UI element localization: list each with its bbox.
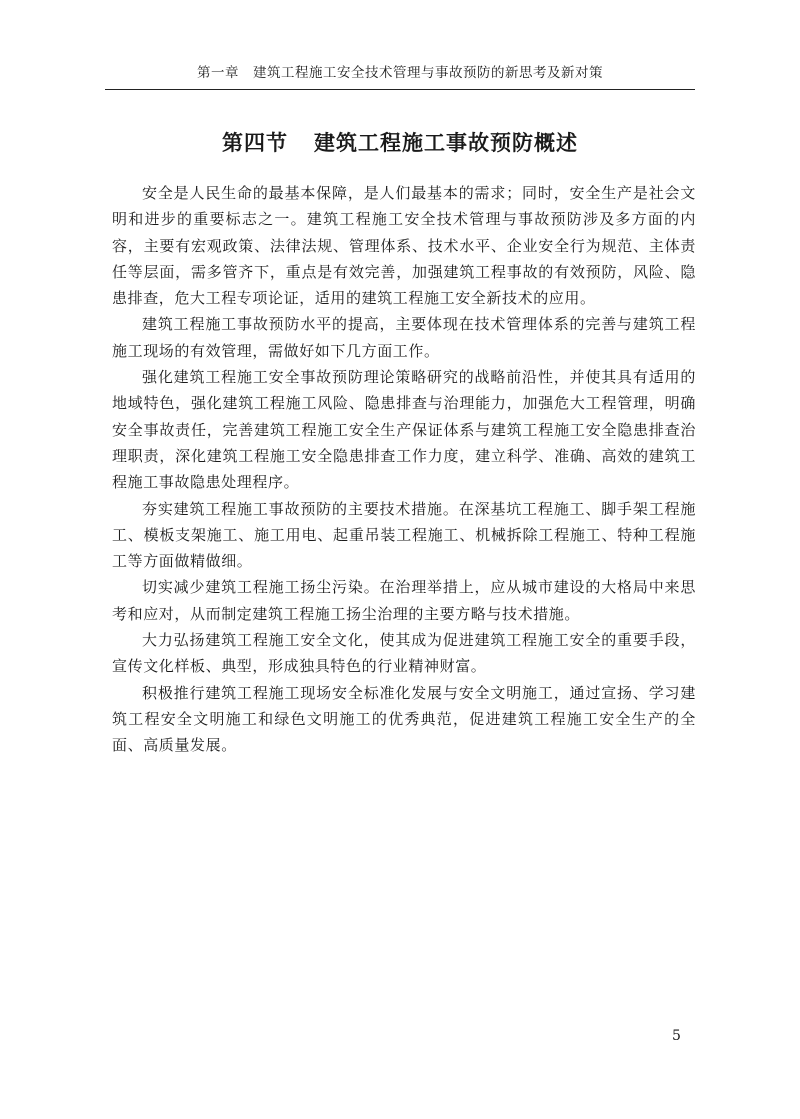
running-header: 第一章 建筑工程施工安全技术管理与事故预防的新思考及新对策 xyxy=(197,65,603,81)
paragraph: 安全是人民生命的最基本保障，是人们最基本的需求；同时，安全生产是社会文明和进步的重要标志之一。建筑工程施工安全技术管理与事故预防涉及多方面的内容，主要有宏观政策、法律法规、管理体系、技术水平、企业安全行为规范、主体责任等层面，需多管齐下，重点是有效完善，加强建筑工程事故的有效预防，风险、隐患排查，危大工程专项论证，适用的建筑工程施工安全新技术的应用。 xyxy=(112,184,696,308)
paragraph: 夯实建筑工程施工事故预防的主要技术措施。在深基坑工程施工、脚手架工程施工、模板支架施工、施工用电、起重吊装工程施工、机械拆除工程施工、特种工程施工等方面做精做细。 xyxy=(112,499,696,571)
paragraph: 切实减少建筑工程施工扬尘污染。在治理举措上，应从城市建设的大格局中来思考和应对，从而制定建筑工程施工扬尘治理的主要方略与技术措施。 xyxy=(112,578,696,623)
section-heading: 建筑工程施工事故预防概述 xyxy=(314,131,578,155)
header-rule xyxy=(105,89,695,90)
page-number: 5 xyxy=(672,1028,681,1044)
paragraph: 建筑工程施工事故预防水平的提高，主要体现在技术管理体系的完善与建筑工程施工现场的有效管理，需做好如下几方面工作。 xyxy=(112,315,696,360)
section-title xyxy=(105,128,695,158)
paragraph: 强化建筑工程施工安全事故预防理论策略研究的战略前沿性，并使其具有适用的地域特色，强化建筑工程施工风险、隐患排查与治理能力，加强危大工程管理，明确安全事故责任，完善建筑工程施工安全生产保证体系与建筑工程施工安全隐患排查治理职责，深化建筑工程施工安全隐患排查工作力度，建立科学、准确、高效的建筑工程施工事故隐患处理程序。 xyxy=(112,368,696,492)
paragraph: 大力弘扬建筑工程施工安全文化，使其成为促进建筑工程施工安全的重要手段，宣传文化样板、典型，形成独具特色的行业精神财富。 xyxy=(112,631,696,676)
paragraph: 积极推行建筑工程施工现场安全标准化发展与安全文明施工，通过宣扬、学习建筑工程安全文明施工和绿色文明施工的优秀典范，促进建筑工程施工安全生产的全面、高质量发展。 xyxy=(112,683,696,755)
section-number: 第四节 xyxy=(222,131,288,155)
body-text xyxy=(112,180,696,759)
